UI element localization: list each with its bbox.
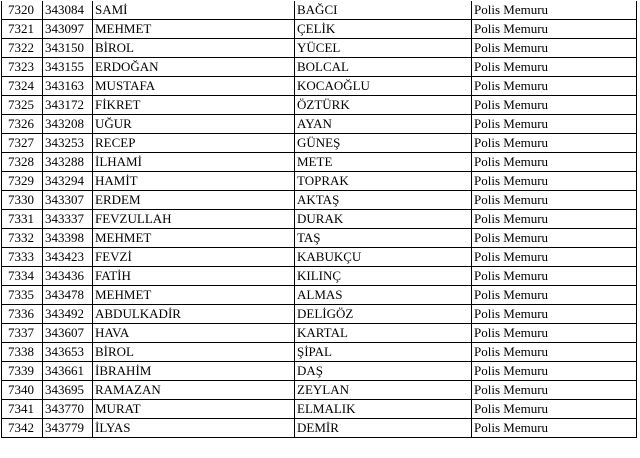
first-name-cell: FATİH	[93, 267, 295, 286]
first-name-cell: MUSTAFA	[93, 77, 295, 96]
surname-cell: DELİGÖZ	[295, 305, 472, 324]
surname-cell: ÖZTÜRK	[295, 96, 472, 115]
title-cell: Polis Memuru	[472, 153, 637, 172]
table-row	[2, 39, 637, 58]
surname-cell: KABUKÇU	[295, 248, 472, 267]
table-row	[2, 153, 637, 172]
first-name-cell: İBRAHİM	[93, 362, 295, 381]
surname-cell: DAŞ	[295, 362, 472, 381]
registry-number-cell: 343253	[43, 134, 93, 153]
row-number-cell: 7328	[2, 153, 43, 172]
first-name-cell: MEHMET	[93, 20, 295, 39]
row-number-cell: 7322	[2, 39, 43, 58]
title-cell: Polis Memuru	[472, 343, 637, 362]
registry-number-cell: 343492	[43, 305, 93, 324]
row-number-cell: 7339	[2, 362, 43, 381]
registry-number-cell: 343653	[43, 343, 93, 362]
first-name-cell: FEVZULLAH	[93, 210, 295, 229]
title-cell: Polis Memuru	[472, 267, 637, 286]
first-name-cell: İLYAS	[93, 419, 295, 438]
table-row	[2, 324, 637, 343]
registry-number-cell: 343423	[43, 248, 93, 267]
surname-cell: METE	[295, 153, 472, 172]
registry-number-cell: 343436	[43, 267, 93, 286]
title-cell: Polis Memuru	[472, 1, 637, 20]
document-page	[1, 1, 636, 455]
registry-number-cell: 343084	[43, 1, 93, 20]
table-row	[2, 305, 637, 324]
title-cell: Polis Memuru	[472, 419, 637, 438]
row-number-cell: 7336	[2, 305, 43, 324]
surname-cell: TOPRAK	[295, 172, 472, 191]
first-name-cell: RECEP	[93, 134, 295, 153]
surname-cell: ZEYLAN	[295, 381, 472, 400]
title-cell: Polis Memuru	[472, 305, 637, 324]
first-name-cell: HAVA	[93, 324, 295, 343]
table-row	[2, 381, 637, 400]
registry-number-cell: 343294	[43, 172, 93, 191]
title-cell: Polis Memuru	[472, 229, 637, 248]
registry-number-cell: 343779	[43, 419, 93, 438]
registry-number-cell: 343607	[43, 324, 93, 343]
registry-number-cell: 343172	[43, 96, 93, 115]
row-number-cell: 7326	[2, 115, 43, 134]
surname-cell: DURAK	[295, 210, 472, 229]
surname-cell: DEMİR	[295, 419, 472, 438]
title-cell: Polis Memuru	[472, 324, 637, 343]
first-name-cell: ABDULKADİR	[93, 305, 295, 324]
first-name-cell: MEHMET	[93, 286, 295, 305]
first-name-cell: MURAT	[93, 400, 295, 419]
registry-number-cell: 343307	[43, 191, 93, 210]
first-name-cell: BİROL	[93, 39, 295, 58]
table-row	[2, 77, 637, 96]
row-number-cell: 7337	[2, 324, 43, 343]
first-name-cell: FEVZİ	[93, 248, 295, 267]
table-row	[2, 58, 637, 77]
row-number-cell: 7325	[2, 96, 43, 115]
title-cell: Polis Memuru	[472, 286, 637, 305]
table-row	[2, 115, 637, 134]
registry-number-cell: 343288	[43, 153, 93, 172]
table-row	[2, 362, 637, 381]
registry-number-cell: 343208	[43, 115, 93, 134]
table-row	[2, 267, 637, 286]
row-number-cell: 7330	[2, 191, 43, 210]
row-number-cell: 7341	[2, 400, 43, 419]
title-cell: Polis Memuru	[472, 172, 637, 191]
title-cell: Polis Memuru	[472, 362, 637, 381]
table-row	[2, 1, 637, 20]
surname-cell: KOCAOĞLU	[295, 77, 472, 96]
surname-cell: BOLCAL	[295, 58, 472, 77]
title-cell: Polis Memuru	[472, 39, 637, 58]
registry-number-cell: 343097	[43, 20, 93, 39]
surname-cell: ELMALIK	[295, 400, 472, 419]
surname-cell: KARTAL	[295, 324, 472, 343]
table-row	[2, 191, 637, 210]
surname-cell: ŞİPAL	[295, 343, 472, 362]
registry-number-cell: 343398	[43, 229, 93, 248]
first-name-cell: RAMAZAN	[93, 381, 295, 400]
row-number-cell: 7340	[2, 381, 43, 400]
title-cell: Polis Memuru	[472, 400, 637, 419]
title-cell: Polis Memuru	[472, 20, 637, 39]
first-name-cell: HAMİT	[93, 172, 295, 191]
first-name-cell: ERDOĞAN	[93, 58, 295, 77]
table-row	[2, 20, 637, 39]
registry-number-cell: 343478	[43, 286, 93, 305]
row-number-cell: 7334	[2, 267, 43, 286]
table-row	[2, 286, 637, 305]
registry-number-cell: 343163	[43, 77, 93, 96]
personnel-table-body	[2, 1, 637, 438]
title-cell: Polis Memuru	[472, 381, 637, 400]
surname-cell: ÇELİK	[295, 20, 472, 39]
surname-cell: TAŞ	[295, 229, 472, 248]
row-number-cell: 7332	[2, 229, 43, 248]
surname-cell: ALMAS	[295, 286, 472, 305]
first-name-cell: SAMİ	[93, 1, 295, 20]
first-name-cell: MEHMET	[93, 229, 295, 248]
registry-number-cell: 343337	[43, 210, 93, 229]
table-row	[2, 229, 637, 248]
table-row	[2, 96, 637, 115]
first-name-cell: FİKRET	[93, 96, 295, 115]
row-number-cell: 7320	[2, 1, 43, 20]
title-cell: Polis Memuru	[472, 248, 637, 267]
row-number-cell: 7329	[2, 172, 43, 191]
registry-number-cell: 343155	[43, 58, 93, 77]
row-number-cell: 7327	[2, 134, 43, 153]
table-row	[2, 248, 637, 267]
title-cell: Polis Memuru	[472, 58, 637, 77]
row-number-cell: 7335	[2, 286, 43, 305]
title-cell: Polis Memuru	[472, 210, 637, 229]
row-number-cell: 7342	[2, 419, 43, 438]
surname-cell: BAĞCI	[295, 1, 472, 20]
row-number-cell: 7331	[2, 210, 43, 229]
title-cell: Polis Memuru	[472, 134, 637, 153]
registry-number-cell: 343661	[43, 362, 93, 381]
table-row	[2, 210, 637, 229]
personnel-table	[1, 1, 637, 438]
title-cell: Polis Memuru	[472, 115, 637, 134]
table-row	[2, 419, 637, 438]
first-name-cell: BİROL	[93, 343, 295, 362]
surname-cell: GÜNEŞ	[295, 134, 472, 153]
table-row	[2, 172, 637, 191]
table-row	[2, 343, 637, 362]
registry-number-cell: 343695	[43, 381, 93, 400]
table-row	[2, 400, 637, 419]
surname-cell: AYAN	[295, 115, 472, 134]
first-name-cell: İLHAMİ	[93, 153, 295, 172]
surname-cell: KILINÇ	[295, 267, 472, 286]
title-cell: Polis Memuru	[472, 96, 637, 115]
row-number-cell: 7323	[2, 58, 43, 77]
registry-number-cell: 343770	[43, 400, 93, 419]
row-number-cell: 7324	[2, 77, 43, 96]
surname-cell: YÜCEL	[295, 39, 472, 58]
table-row	[2, 134, 637, 153]
title-cell: Polis Memuru	[472, 77, 637, 96]
registry-number-cell: 343150	[43, 39, 93, 58]
first-name-cell: ERDEM	[93, 191, 295, 210]
title-cell: Polis Memuru	[472, 191, 637, 210]
surname-cell: AKTAŞ	[295, 191, 472, 210]
row-number-cell: 7338	[2, 343, 43, 362]
row-number-cell: 7321	[2, 20, 43, 39]
first-name-cell: UĞUR	[93, 115, 295, 134]
row-number-cell: 7333	[2, 248, 43, 267]
